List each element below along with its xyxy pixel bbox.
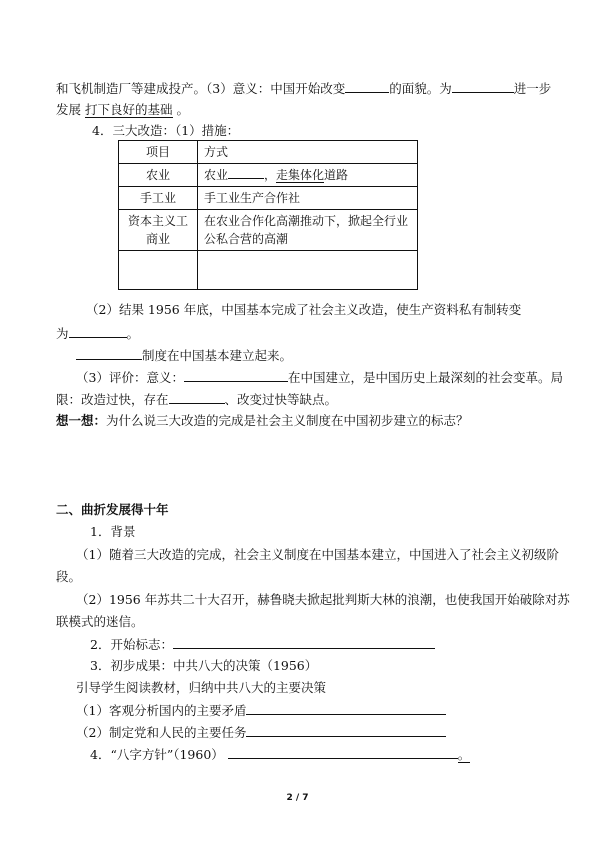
line-guide: 引导学生阅读教材，归纳中共八大的主要决策 [76,680,327,695]
section-heading: 二、曲折发展得十年 [56,502,169,517]
measures-table [118,140,418,290]
blank-limitation[interactable] [169,391,225,404]
blank-meaning[interactable] [345,80,389,93]
table-cell-item: 资本主义工 商业 [119,210,198,251]
line-3: 4．三大改造：（1）措施： [92,123,240,138]
line-2: 发展 打下良好的基础 。 [56,102,190,117]
line-decision-1: （1）客观分析国内的主要矛盾 [76,702,446,719]
line-start-sign: 2．开始标志： [90,636,435,653]
think-question: 想一想：为什么说三大改造的完成是社会主义制度在中国初步建立的标志？ [56,413,469,428]
table-header-method: 方式 [198,141,418,164]
table-cell-empty[interactable] [198,251,418,290]
blank-further[interactable] [452,80,514,93]
table-row-empty [119,251,418,290]
line-4: （2）结果 1956 年底，中国基本完成了社会主义改造，使生产资料私有制转变 [86,302,522,317]
line-initial-results: 3．初步成果：中共八大的决策（1956） [90,658,318,673]
table-row [119,164,418,187]
line-6: 制度在中国基本建立起来。 [76,347,292,364]
line-background-2a: （2）1956 年苏共二十大召开，赫鲁晓夫掀起批判斯大林的浪潮，也使我国开始破除对苏 [76,592,570,607]
table-row [119,187,418,210]
blank-evaluation[interactable] [184,369,288,382]
table-cell-method: 农业 ，走集体化道路 [198,164,418,187]
blank-eight-character[interactable] [228,746,458,759]
line-background-2b: 联模式的迷信。 [56,614,144,629]
blank-system[interactable] [76,347,142,360]
line-7: （3）评价：意义： 在中国建立，是中国历史上最深刻的社会变革。局 [76,370,563,385]
line-background-1a: （1）随着三大改造的完成，社会主义制度在中国基本建立，中国进入了社会主义初级阶 [76,547,559,562]
blank-public-ownership[interactable] [69,325,127,338]
table-cell-item: 农业 [119,164,198,187]
blank-task[interactable] [246,724,446,737]
line-8: 限：改造过快，存在 、改变过快等缺点。 [56,392,338,407]
table-header-row [119,141,418,164]
line-5: 为 。 [56,326,140,341]
table-cell-method: 在农业合作化高潮推动下，掀起全行业 公私合营的高潮 [198,210,418,251]
table-row [119,210,418,251]
page-number: 2 / 7 [286,793,309,803]
table-cell-method: 手工业生产合作社 [198,187,418,210]
blank-contradiction[interactable] [246,702,446,715]
table-header-item: 项目 [119,141,198,164]
table-cell-item: 手工业 [119,187,198,210]
think-label: 想一想： [56,413,107,428]
blank-start-sign[interactable] [173,636,435,649]
line-background-1b: 段。 [56,569,82,584]
table-cell-empty[interactable] [119,251,198,290]
line-decision-2: （2）制定党和人民的主要任务 [76,724,446,741]
line-1: 和飞机制造厂等建成投产。（3）意义：中国开始改变 的面貌。为 进一步 [56,81,552,96]
line-eight-character: 4．“八字方针”（1960） 。 [90,747,471,762]
line-background-heading: 1．背景 [90,524,136,539]
blank-agriculture[interactable] [228,166,264,179]
